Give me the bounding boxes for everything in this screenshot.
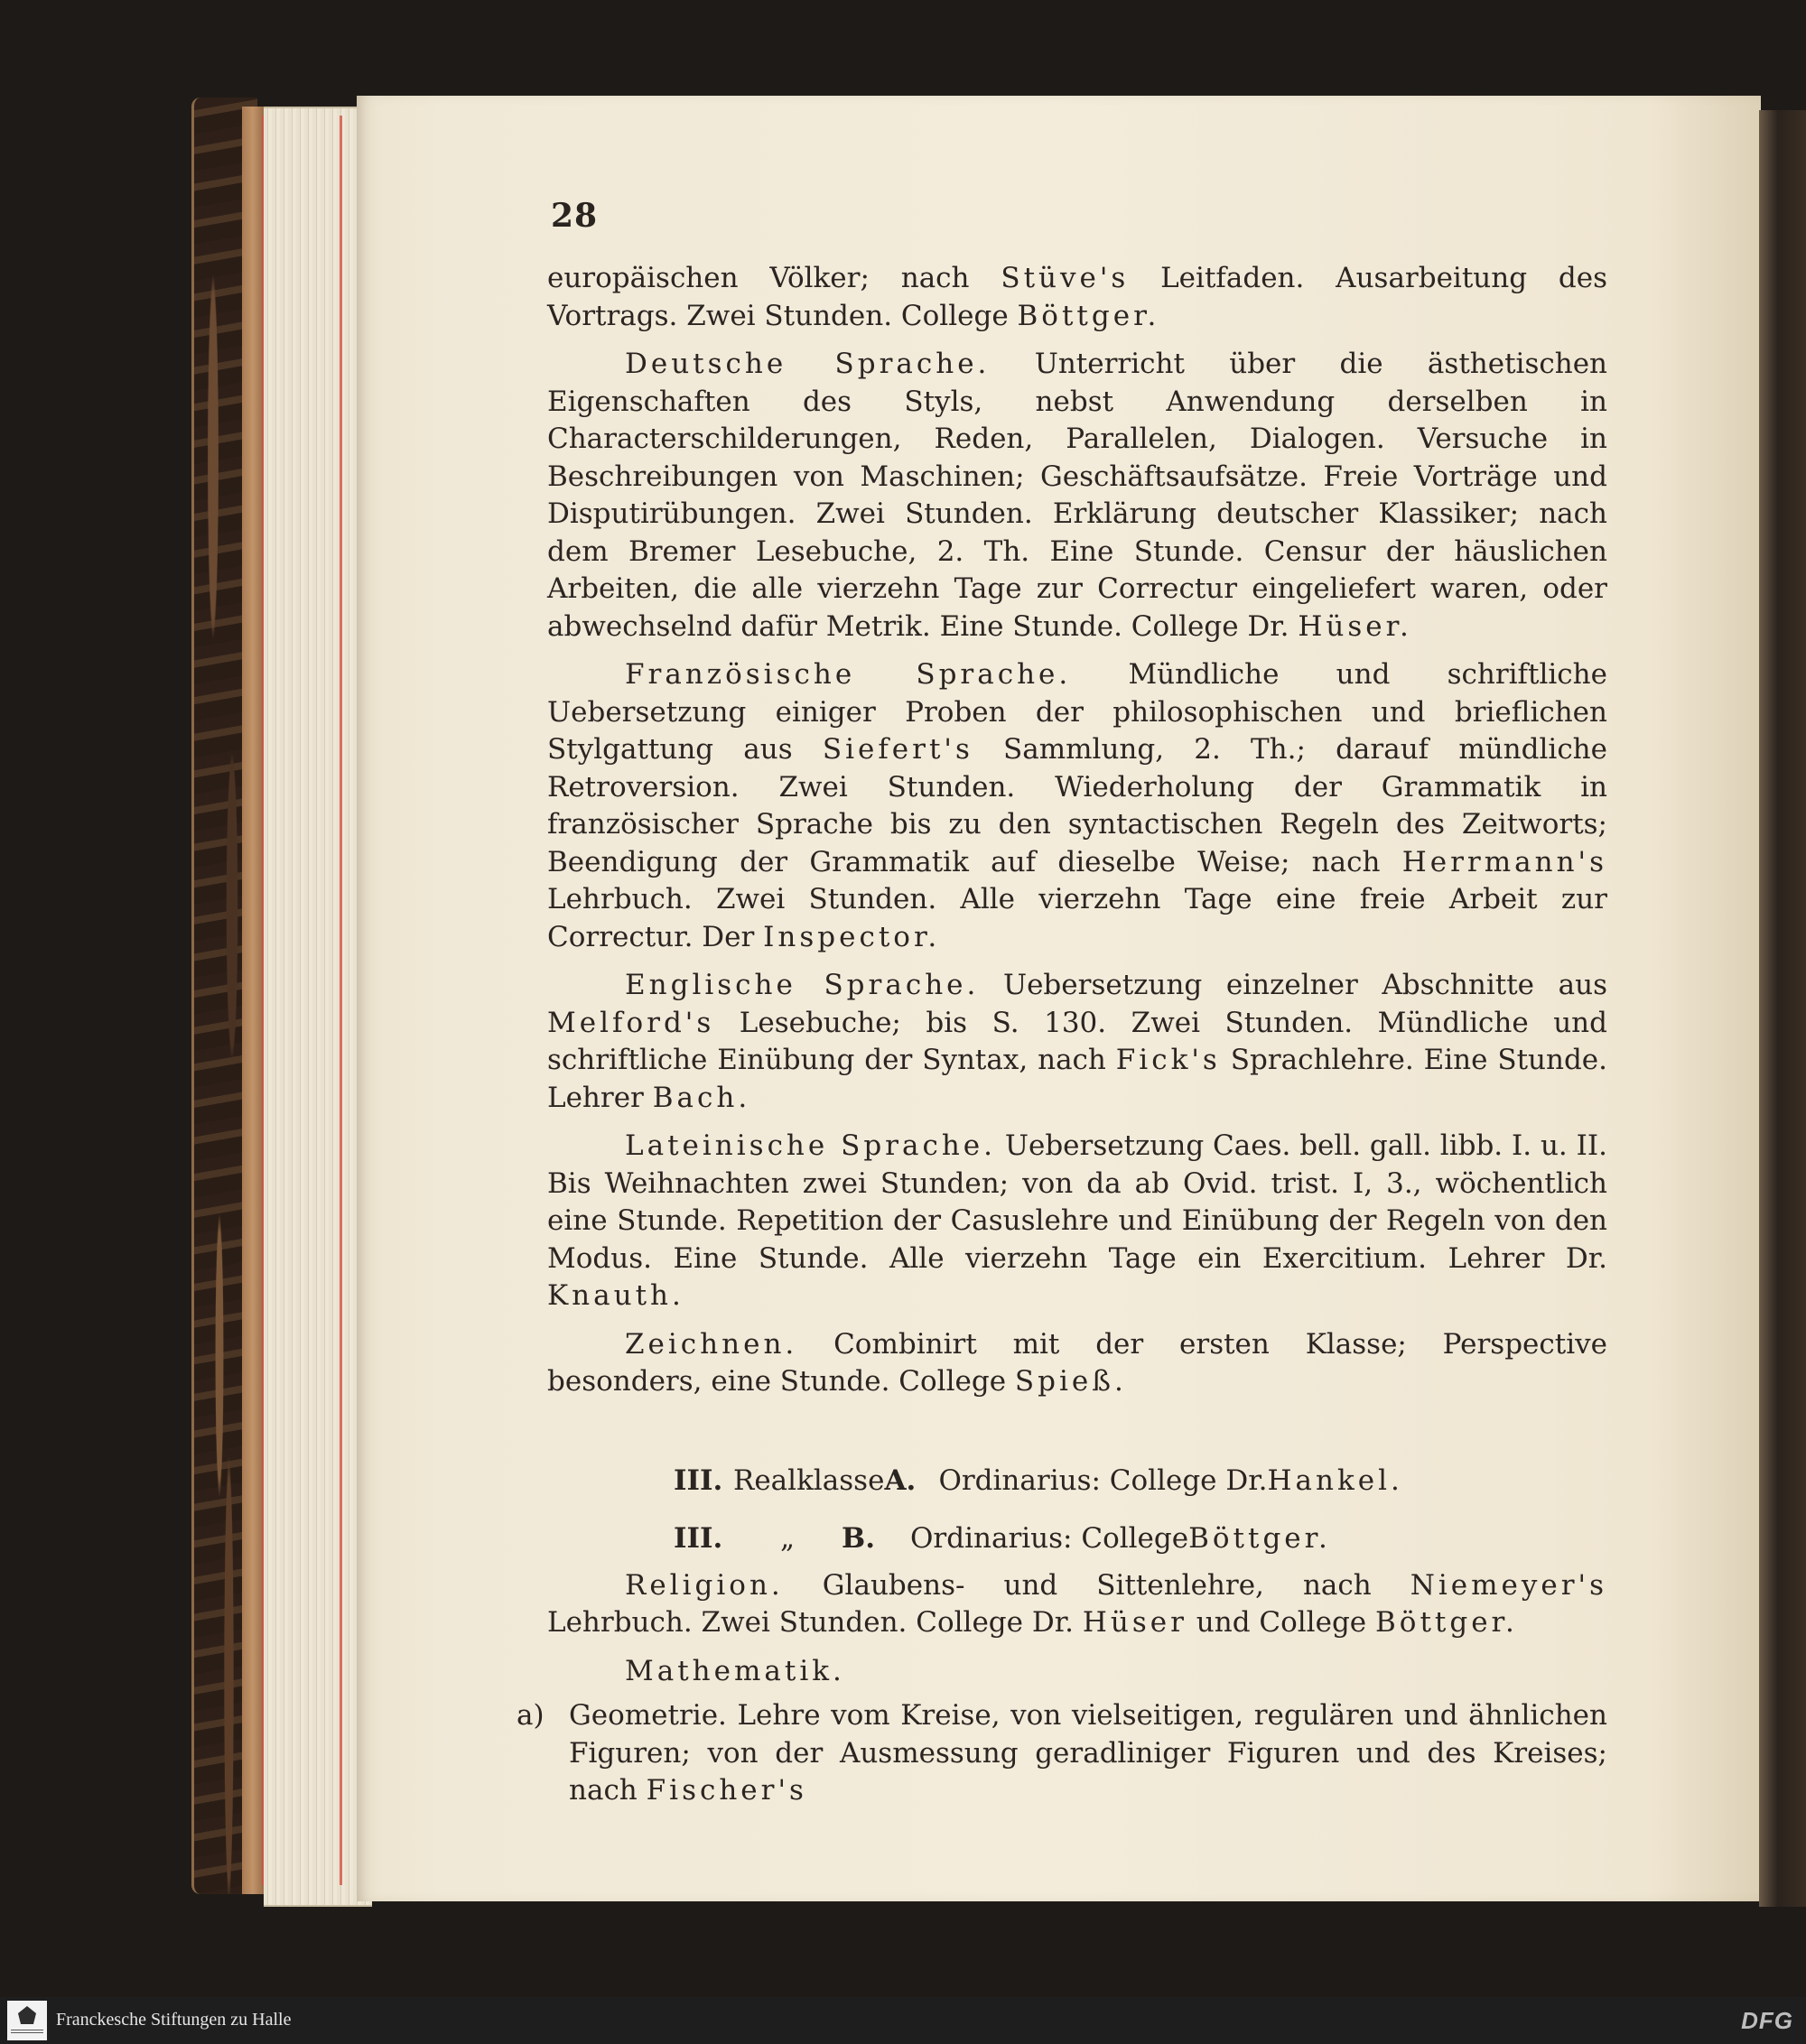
spaced-text: Deutsche Sprache. xyxy=(625,348,991,380)
text-run: und College xyxy=(1187,1606,1375,1639)
institution-logo-icon[interactable] xyxy=(7,2001,47,2040)
text-run: europäischen Völker; nach xyxy=(547,262,1001,294)
text-run: Lesebuche; bis S. 130. Zwei Stunden. Mündliche und schriftliche Einübung der Syntax, nach xyxy=(547,1006,1607,1076)
spaced-text: Siefert's xyxy=(822,733,973,766)
heading-spacer xyxy=(547,1412,1607,1452)
spaced-text: Böttger. xyxy=(1375,1606,1518,1639)
text-run: Mündliche und schriftliche Uebersetzung einiger Proben der philosophischen und brieflichen Stylgattung aus xyxy=(547,658,1607,766)
text-run: Sprachlehre. Eine Stunde. Lehrer xyxy=(547,1044,1607,1114)
heading-number: III. xyxy=(674,1463,723,1497)
text-run: Leitfaden. Ausarbeitung des Vortrags. Zwei Stunden. College xyxy=(547,262,1607,332)
heading-name: Böttger. xyxy=(1188,1521,1331,1555)
text-run: Sammlung, 2. Th.; darauf mündliche Retroversion. Zwei Stunden. Wiederholung der Grammatik in französischer Sprache bis zu den syntactischen Regeln des Zeitworts; Beendigung der Grammatik auf dieselbe Weise; nach xyxy=(547,733,1607,878)
list-body xyxy=(569,1697,1607,1810)
religion-paragraph xyxy=(547,1567,1607,1642)
spaced-text: Zeichnen. xyxy=(625,1327,798,1361)
text-run: Glaubens- und Sittenlehre, nach xyxy=(783,1568,1410,1602)
spaced-text: Knauth. xyxy=(547,1279,684,1312)
logo-lettering xyxy=(11,2030,43,2035)
spaced-text: Inspector. xyxy=(763,920,941,953)
text-run: Lehrbuch. Zwei Stunden. College Dr. xyxy=(547,1606,1083,1639)
paragraph xyxy=(547,1326,1607,1401)
paragraph xyxy=(547,346,1607,646)
spaced-text: Bach. xyxy=(652,1081,751,1114)
page-number: 28 xyxy=(551,197,599,235)
heading-name: Hankel. xyxy=(1267,1463,1403,1497)
text-run: Uebersetzung Caes. bell. gall. libb. I. u. II. Bis Weihnachten zwei Stunden; von da ab Ovid. trist. I, 3., wöchentlich eine Stunde. Repetition der Casuslehre und Einübung der Regeln von den Modus. Eine Stunde. Alle vierzehn Tage ein Exercitium. Lehrer Dr. xyxy=(547,1129,1607,1275)
institution-name[interactable]: Franckesche Stiftungen zu Halle xyxy=(56,2010,292,2030)
spaced-text: Fick's xyxy=(1115,1044,1221,1076)
paragraph xyxy=(547,1128,1607,1315)
text-run: Geometrie. Lehre vom Kreise, von vielseitigen, regulären und ähnlichen Figuren; von der Ausmessung geradliniger Figuren und des Kreises; nach xyxy=(569,1699,1607,1807)
text-run: Combinirt mit der ersten Klasse; Perspective besonders, eine Stunde. College xyxy=(547,1327,1607,1398)
spaced-text: Hüser. xyxy=(1298,609,1412,643)
text-run: Lehrbuch. Zwei Stunden. Alle vierzehn Tage eine freie Arbeit zur Correctur. Der xyxy=(547,883,1607,953)
list-label: a) xyxy=(517,1699,545,1732)
footer-bar xyxy=(0,1997,1806,2044)
spaced-text: Herrmann's xyxy=(1401,845,1607,878)
class-headings xyxy=(547,1452,1607,1567)
spaced-text: Englische Sprache. xyxy=(625,969,980,1001)
ditto-mark: „ xyxy=(779,1521,796,1555)
text-run: Unterricht über die ästhetischen Eigenschaften des Styls, nebst Anwendung derselben in Characterschilderungen, Reden, Parallelen, Dialogen. Versuche in Beschreibungen von Maschinen; Geschäftsaufsätze. Freie Vorträge und Disputirübungen. Zwei Stunden. Erklärung deutscher Klassiker; nach dem Bremer Lesebuche, 2. Th. Eine Stunde. Censur der häuslichen Arbeiten, die alle vierzehn Tage zur Correctur eingeliefert waren, oder abwechselnd dafür Metrik. Eine Stunde. College Dr. xyxy=(547,348,1608,643)
heading-letter: B. xyxy=(842,1521,875,1555)
mathematik-heading xyxy=(547,1653,1607,1691)
mathematik-label: Mathematik. xyxy=(625,1654,845,1687)
heading-letter: A. xyxy=(884,1463,917,1497)
spaced-text: Lateinische Sprache. xyxy=(625,1129,997,1162)
paragraph xyxy=(547,967,1607,1117)
page-stack xyxy=(264,107,372,1907)
paragraph xyxy=(547,656,1607,956)
binding-leather-edge xyxy=(242,107,264,1894)
spaced-text: Melford's xyxy=(547,1006,715,1039)
spaced-text: Niemeyer's xyxy=(1410,1568,1607,1602)
spaced-text: Böttger. xyxy=(1017,299,1160,332)
spaced-text: Französische Sprache. xyxy=(625,658,1072,691)
red-page-edge xyxy=(340,116,342,1885)
heading-prefix: Realklasse xyxy=(733,1463,885,1497)
heading-ordinarius: Ordinarius: College Dr. xyxy=(938,1463,1268,1497)
spaced-text: Stüve's xyxy=(1001,262,1130,294)
facing-page-edge xyxy=(1759,110,1806,1907)
heading-number: III. xyxy=(674,1521,723,1555)
paragraphs xyxy=(547,260,1607,1401)
paragraph xyxy=(547,260,1607,335)
dfg-logo[interactable]: DFG xyxy=(1741,2007,1793,2034)
heading-ordinarius: Ordinarius: College xyxy=(910,1521,1189,1555)
spaced-text: Religion. xyxy=(625,1568,784,1602)
spaced-text: Fischer's xyxy=(646,1774,807,1807)
logo-mark xyxy=(18,2006,36,2024)
list-item xyxy=(517,1697,1607,1810)
page-text xyxy=(517,260,1608,1810)
class-heading xyxy=(547,1452,1607,1510)
spaced-text: Hüser xyxy=(1082,1606,1187,1639)
text-run: Uebersetzung einzelner Abschnitte aus xyxy=(979,969,1607,1001)
class-heading xyxy=(547,1510,1607,1567)
spaced-text: Spieß. xyxy=(1014,1365,1127,1398)
